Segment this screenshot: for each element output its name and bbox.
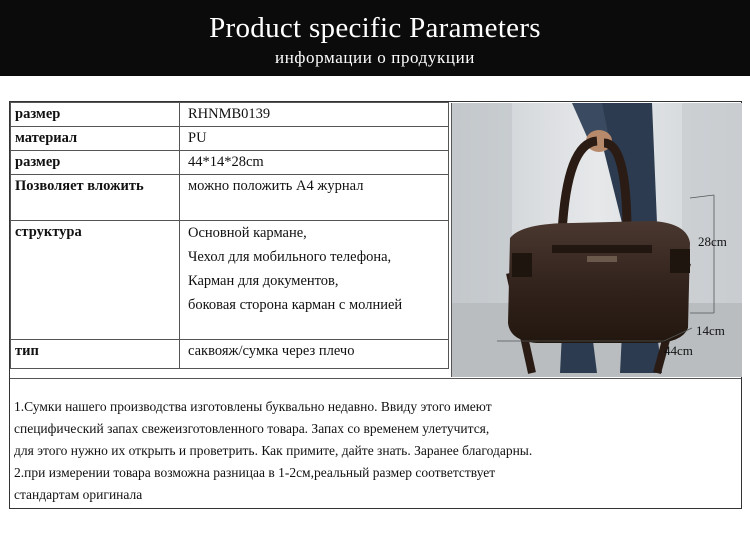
- height-dimension-label: 28cm: [698, 234, 727, 249]
- structure-line: боковая сторона карман с молнией: [188, 297, 403, 313]
- depth-dimension-label: 14cm: [696, 323, 725, 338]
- param-value: PU: [180, 127, 449, 151]
- notes-block: [14, 396, 734, 506]
- bag-illustration: [452, 103, 742, 377]
- note-line: для этого нужно их открыть и проветрить. Как примите, дайте знать. Заранее благодарны.: [14, 443, 533, 458]
- parameter-table: [10, 102, 449, 369]
- structure-line: Карман для документов,: [188, 273, 339, 289]
- param-value: саквояж/сумка через плечо: [180, 340, 449, 369]
- page-title: Product specific Parameters: [209, 12, 541, 44]
- width-dimension-label: 44cm: [664, 343, 693, 358]
- structure-line: Чехол для мобильного телефона,: [188, 249, 392, 265]
- note-line: 2.при измерении товара возможна разницаа в 1-2см,реальный размер соответствует: [14, 465, 496, 480]
- note-line: стандартам оригинала: [14, 487, 143, 502]
- param-label: Позволяет вложить: [11, 175, 180, 221]
- table-row: [11, 340, 449, 369]
- table-row: [11, 151, 449, 175]
- param-label: структура: [11, 221, 180, 340]
- table-row: [11, 175, 449, 221]
- param-label: материал: [11, 127, 180, 151]
- bag-logo: [587, 256, 617, 262]
- param-value: 44*14*28cm: [180, 151, 449, 175]
- table-row: [11, 221, 449, 340]
- note-line: 1.Сумки нашего производства изготовлены буквально недавно. Ввиду этого имеют: [14, 399, 492, 414]
- note-line: специфический запах свежеизготовленного товара. Запах со временем улетучится,: [14, 421, 490, 436]
- bag-body: [508, 221, 690, 343]
- structure-line: Основной кармане,: [188, 225, 307, 241]
- param-value: можно положить А4 журнал: [180, 175, 449, 221]
- param-value-list: [180, 221, 449, 340]
- param-label: размер: [11, 103, 180, 127]
- param-value: RHNMB0139: [180, 103, 449, 127]
- page-subtitle: информации о продукции: [275, 48, 475, 67]
- table-row: [11, 103, 449, 127]
- header-banner: [0, 0, 750, 76]
- divider: [10, 378, 741, 379]
- table-row: [11, 127, 449, 151]
- param-label: тип: [11, 340, 180, 369]
- param-label: размер: [11, 151, 180, 175]
- product-photo: [451, 103, 742, 377]
